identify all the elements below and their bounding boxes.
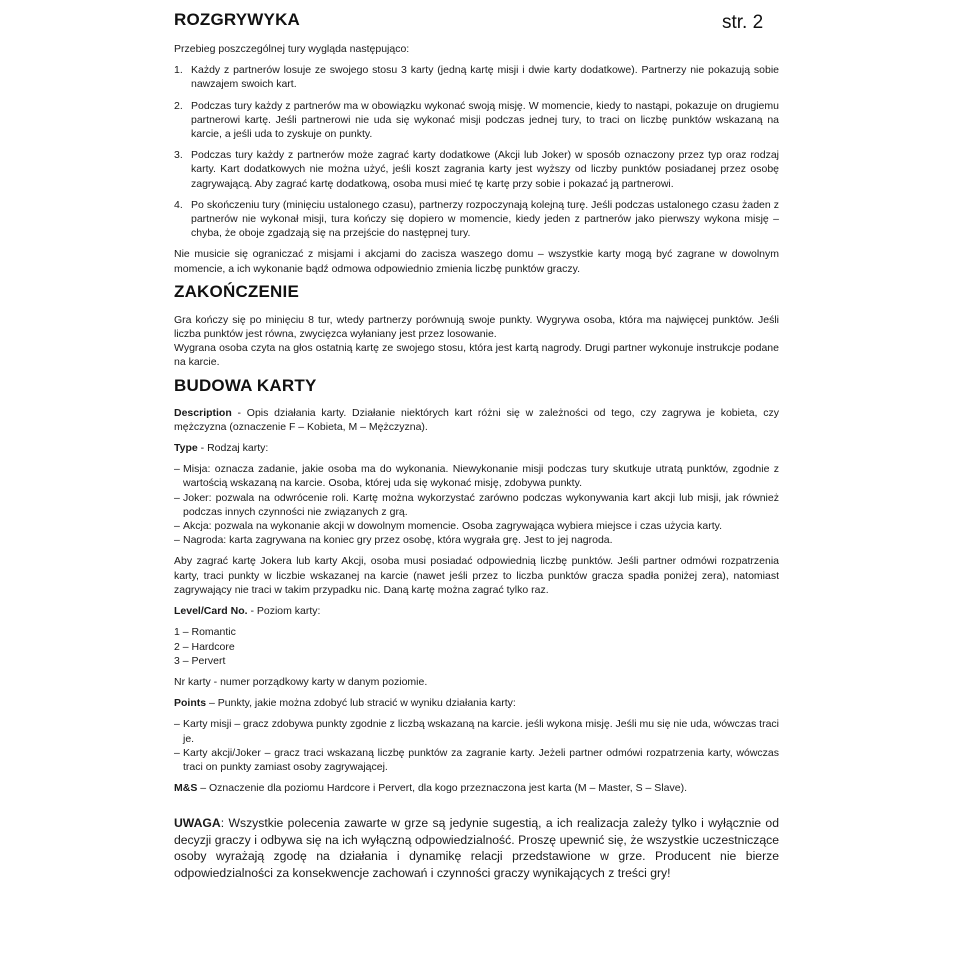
joker-note: Aby zagrać kartę Jokera lub karty Akcji, osoba musi posiadać odpowiednią liczbę punktów. Jeśli partner odmówi rozpatrzenia karty, traci punkty w liczbie wskazanej na karcie (nawet jeśli przez to liczba punktów gracza spadła poniżej zera), natomiast zagrywający nie traci w takim przypadku nic. Daną kartę można zagrać tylko raz.: [174, 555, 779, 596]
levels-list: [174, 625, 779, 668]
warning-text: : Wszystkie polecenia zawarte w grze są jedynie sugestią, a ich realizacja zależy tylko i wyłącznie od decyzji graczy i odbywa się na ich wyłączną odpowiedzialność. Proszę upewnić się, że wszystkie uczestniczące osoby wyrażają zgodę na działania i dynamikę relacji przedstawione w grze. Producent nie bierze odpowiedzialności za konsekwencje zachowań i czynności graczy wynikających z treści gry!: [174, 816, 779, 880]
dash-marker: –: [174, 746, 180, 759]
zakonczenie-line: Gra kończy się po minięciu 8 tur, wtedy partnerzy porównują swoje punkty. Wygrywa osoba, która ma najwięcej punktów. Jeśli liczba punktów jest równa, zwycięzca wyłaniany jest przez losowanie.: [174, 313, 779, 341]
points-text: – Punkty, jakie można zdobyć lub stracić w wyniku działania karty:: [206, 697, 516, 710]
ms-term: M&S: [174, 782, 198, 795]
rozgrywka-list: [174, 63, 779, 240]
list-item: [174, 519, 779, 533]
description-paragraph: [174, 406, 779, 434]
level-term: Level/Card No.: [174, 605, 248, 618]
list-item: [174, 533, 779, 547]
list-text: Joker: pozwala na odwrócenie roli. Kartę można wykorzystać zarówno podczas wykonywania kart akcji lub misji, jak również podczas innych czynności nie związanych z grą.: [183, 491, 779, 518]
list-number: 1.: [174, 64, 183, 77]
list-text: Akcja: pozwala na wykonanie akcji w dowolnym momencie. Osoba zagrywająca wybiera miejsce i czas użycia karty.: [183, 520, 723, 533]
page-number: str. 2: [722, 12, 764, 33]
warning-term: UWAGA: [174, 816, 221, 831]
type-paragraph: [174, 441, 779, 455]
level-item: 2 – Hardcore: [174, 640, 235, 653]
heading-budowa-karty: BUDOWA KARTY: [174, 375, 317, 395]
list-item: [174, 198, 779, 241]
rozgrywka-outro: Nie musicie się ograniczać z misjami i akcjami do zacisza waszego domu – wszystkie karty mogą być zagrane w dowolnym momencie, a ich wykonanie bądź odmowa odpowiednio zmienia liczbę punktów graczy.: [174, 248, 779, 275]
points-paragraph: [174, 696, 779, 710]
warning-paragraph: [174, 815, 779, 881]
list-text: Nagroda: karta zagrywana na koniec gry przez osobę, która wygrała grę. Jest to jej nagroda.: [183, 534, 613, 547]
level-item: 3 – Pervert: [174, 654, 226, 667]
list-text: Misja: oznacza zadanie, jakie osoba ma do wykonania. Niewykonanie misji podczas tury skutkuje utratą punktów, zgodnie z wartością wskazaną na karcie. Osoba, której uda się wykonać misję, zdobywa punkty.: [183, 463, 779, 490]
list-item: [174, 746, 779, 774]
heading-zakonczenie: ZAKOŃCZENIE: [174, 281, 299, 301]
type-term: Type: [174, 442, 198, 455]
list-text: Podczas tury każdy z partnerów ma w obowiązku wykonać swoją misję. W momencie, kiedy to nastąpi, pokazuje on drugiemu partnerowi kartę. Jeśli partnerowi nie uda się wykonać misji podczas jednej tury, to traci on liczbę punktów wskazaną na karcie, a jeśli uda to zyskuje on punkty.: [191, 99, 779, 141]
list-item: [174, 462, 779, 490]
heading-rozgrywka: ROZGRYWYKA: [174, 10, 301, 29]
list-text: Karty misji – gracz zdobywa punkty zgodnie z liczbą wskazaną na karcie. jeśli wykona misję. Jeśli mu się nie uda, wówczas traci je.: [183, 718, 779, 745]
list-text: Po skończeniu tury (minięciu ustalonego czasu), partnerzy rozpoczynają kolejną turę. Jeśli podczas ustalonego czasu żaden z partnerów nie wykonał misji, tura kończy się dopiero w momencie, kiedy jeden z partnerów jako pierwszy wykona misję – chyba, że oboje zgadzają się na przejście do następnej tury.: [191, 198, 779, 240]
list-text: Karty akcji/Joker – gracz traci wskazaną liczbę punktów za zagranie karty. Jeżeli partner odmówi rozpatrzenia karty, wówczas traci on punkty zamiast osoby zagrywającej.: [183, 746, 779, 773]
dash-marker: –: [174, 520, 180, 533]
level-paragraph: [174, 604, 779, 618]
card-number-note: Nr karty - numer porządkowy karty w danym poziomie.: [174, 675, 428, 688]
document-page: [174, 10, 779, 881]
list-item: [174, 491, 779, 519]
points-list: [174, 717, 779, 774]
dash-marker: –: [174, 534, 180, 547]
type-list: [174, 462, 779, 547]
points-term: Points: [174, 697, 207, 710]
rozgrywka-intro: Przebieg poszczególnej tury wygląda następująco:: [174, 43, 410, 55]
list-number: 2.: [174, 99, 183, 112]
list-item: [174, 99, 779, 142]
list-text: Każdy z partnerów losuje ze swojego stosu 3 karty (jedną kartę misji i dwie karty dodatkowe). Partnerzy nie pokazują sobie nawzajem swoich kart.: [191, 64, 779, 91]
list-text: Podczas tury każdy z partnerów może zagrać karty dodatkowe (Akcji lub Joker) w sposób oznaczony przez typ oraz rodzaj karty. Kart dodatkowych nie można użyć, jeśli koszt zagrania karty jest wyższy od liczby punktów posiadanej przez osobę zagrywającą. Aby zagrać kartę dodatkową, osoba musi mieć tę kartę przy sobie i pokazać ją partnerowi.: [191, 149, 779, 190]
description-term: Description: [174, 406, 232, 419]
ms-text: – Oznaczenie dla poziomu Hardcore i Pervert, dla kogo przeznaczona jest karta (M – Master, S – Slave).: [197, 782, 687, 795]
dash-marker: –: [174, 491, 180, 504]
type-text: - Rodzaj karty:: [197, 442, 269, 455]
list-item: [174, 63, 779, 91]
dash-marker: –: [174, 718, 180, 731]
list-number: 4.: [174, 198, 183, 211]
description-text: - Opis działania karty. Działanie niektórych kart różni się w zależności od tego, czy zagrywa je kobieta, czy mężczyzna (oznaczenie F – Kobieta, M – Mężczyzna).: [174, 406, 779, 433]
level-text: - Poziom karty:: [247, 605, 321, 618]
level-item: 1 – Romantic: [174, 626, 236, 639]
list-item: [174, 148, 779, 191]
list-number: 3.: [174, 149, 183, 162]
ms-paragraph: [174, 781, 779, 795]
zakonczenie-line: Wygrana osoba czyta na głos ostatnią kartę ze swojego stosu, która jest kartą nagrody. Drugi partner wykonuje instrukcje podane na karcie.: [174, 342, 779, 369]
list-item: [174, 717, 779, 745]
dash-marker: –: [174, 463, 180, 476]
